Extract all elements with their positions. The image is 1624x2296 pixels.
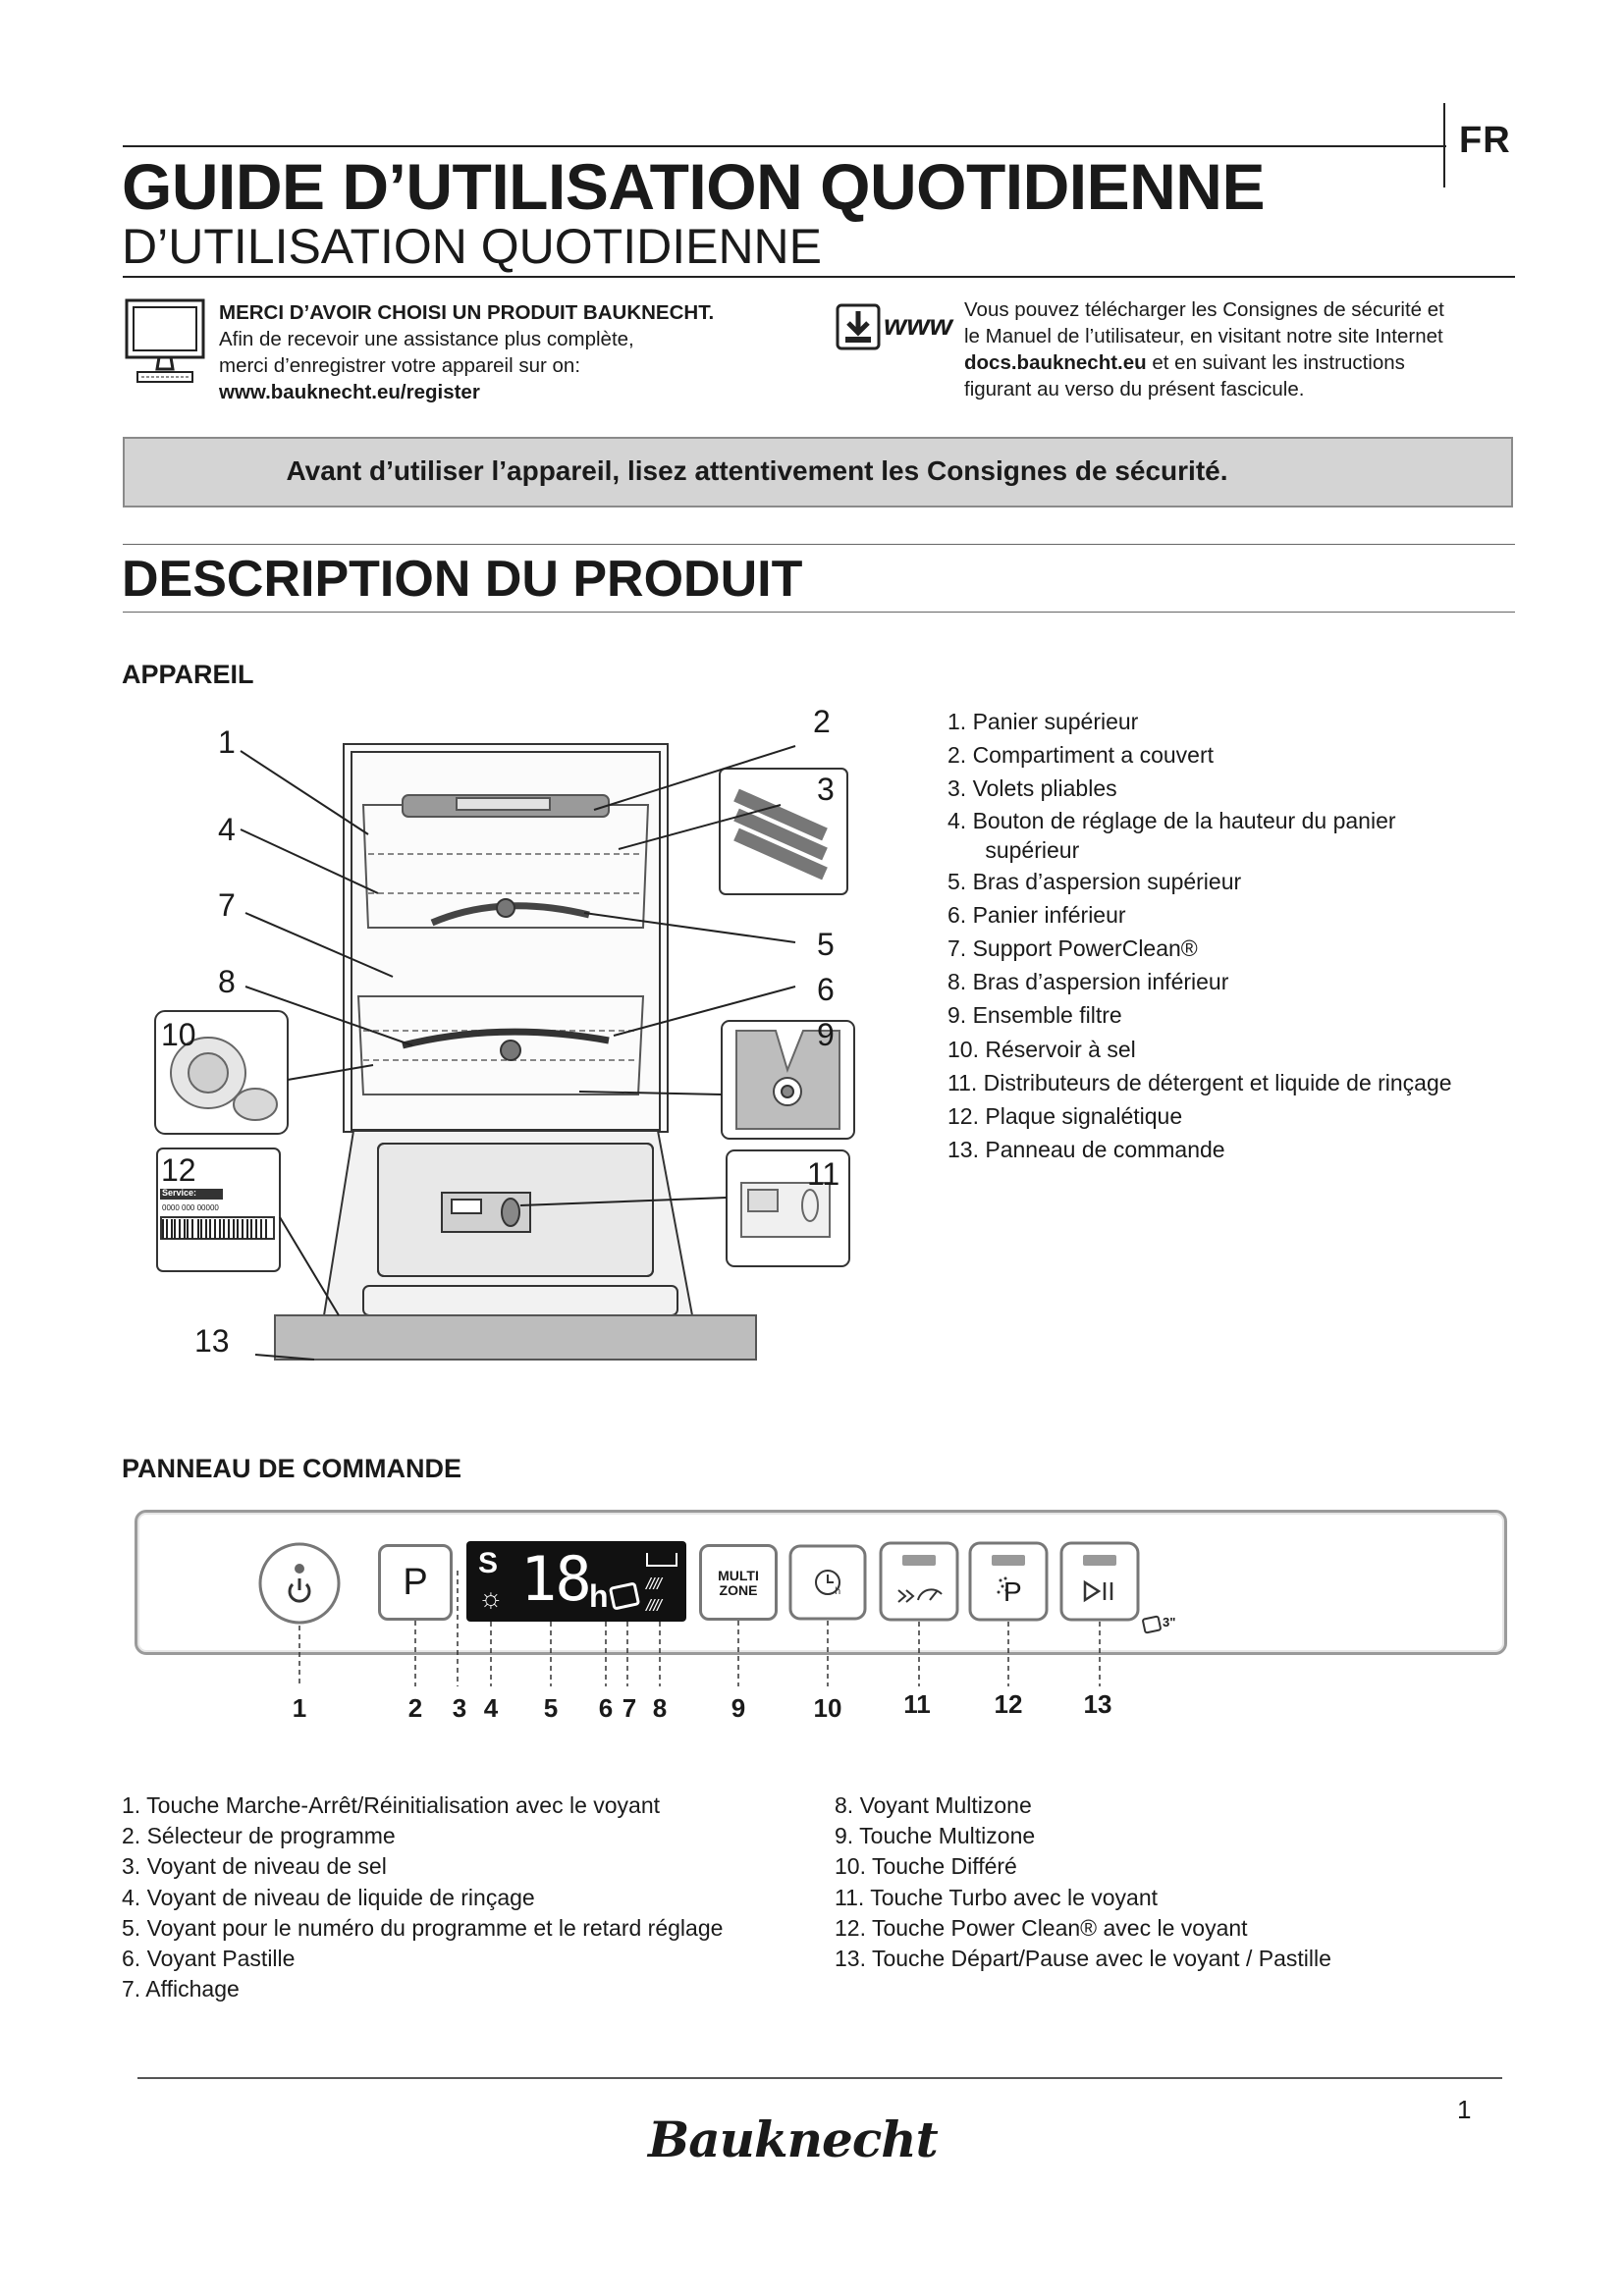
footer-rule [137,2077,1502,2079]
section-title: DESCRIPTION DU PRODUIT [122,551,803,608]
list-item: 13. Panneau de commande [947,1137,1225,1163]
list-item: 11. Distributeurs de détergent et liquide de rinçage [947,1069,1452,1095]
svg-text:h: h [835,1586,841,1597]
download-line-1: Vous pouvez télécharger les Consignes de sécurité et [964,298,1444,321]
cp-number-13: 13 [1083,1689,1112,1719]
list-item: 5. Bras d’aspersion supérieur [947,868,1242,894]
list-item: 1. Touche Marche-Arrêt/Réinitialisation avec le voyant [122,1792,661,1818]
download-url[interactable]: docs.bauknecht.eu [964,351,1147,374]
www-label: www [884,309,953,342]
list-item: 12. Touche Power Clean® avec le voyant [835,1914,1248,1941]
list-item: 2. Compartiment a couvert [947,742,1215,769]
rating-plate-service: Service: [162,1188,197,1198]
register-line-2: merci d’enregistrer votre appareil sur on: [219,354,581,377]
cp-number-2: 2 [407,1693,423,1723]
list-item: supérieur [947,836,1080,863]
callout-3: 3 [817,772,835,807]
cp-number-11: 11 [903,1689,931,1719]
page-number: 1 [1457,2095,1472,2124]
callout-9: 9 [817,1017,835,1052]
list-item: 6. Panier inférieur [947,901,1126,928]
list-item: 6. Voyant Pastille [122,1946,296,1972]
cp-number-8: 8 [652,1693,668,1723]
salt-level-indicator: S [478,1547,499,1579]
list-item: 3. Volets pliables [947,775,1117,802]
list-item: 4. Voyant de niveau de liquide de rinçage [122,1884,535,1910]
callout-11: 11 [807,1156,840,1192]
safety-banner-text: Avant d’utiliser l’appareil, lisez attentivement les Consignes de sécurité. [286,455,1228,486]
download-line-3: docs.bauknecht.eu et en suivant les instructions [964,351,1405,374]
list-item: 1. Panier supérieur [947,709,1139,734]
list-item: 13. Touche Départ/Pause avec le voyant / Pastille [835,1946,1331,1972]
program-button[interactable]: P [378,1544,453,1621]
list-item: 3. Voyant de niveau de sel [122,1853,387,1880]
control-panel-list-left [122,1790,723,2004]
list-item: 10. Touche Différé [835,1853,1017,1880]
cp-number-5: 5 [543,1693,559,1723]
cp-number-6: 6 [598,1693,614,1723]
callout-4: 4 [218,812,236,847]
language-code: FR [1459,120,1511,161]
cp-number-4: 4 [483,1693,499,1723]
callout-8: 8 [218,964,236,999]
callout-13: 13 [194,1323,230,1359]
page-subtitle: D’UTILISATION QUOTIDIENNE [122,219,823,274]
appareil-heading: APPAREIL [122,660,254,689]
list-item: 10. Réservoir à sel [947,1036,1136,1062]
program-number-display: 18 [520,1543,590,1615]
multizone-indicator-bottom: //// [646,1596,661,1615]
cp-number-12: 12 [994,1689,1023,1719]
rinse-aid-indicator: ☼ [478,1582,504,1613]
rating-plate-number: 0000 000 00000 [162,1203,219,1212]
hold-hint: 3" [1163,1615,1176,1629]
callout-1: 1 [218,724,236,760]
download-line-4: figurant au verso du présent fascicule. [964,378,1305,400]
list-item: 5. Voyant pour le numéro du programme et le retard réglage [122,1914,724,1941]
list-item: 8. Voyant Multizone [835,1792,1032,1818]
brand-logo: Bauknecht [648,2110,938,2168]
register-heading: MERCI D’AVOIR CHOISI UN PRODUIT BAUKNECHT. [219,301,715,324]
register-line-1: Afin de recevoir une assistance plus complète, [219,328,634,350]
callout-7: 7 [218,887,236,923]
callout-2: 2 [813,704,831,739]
cp-number-10: 10 [813,1693,842,1723]
callout-5: 5 [817,927,835,962]
list-item: 8. Bras d’aspersion inférieur [947,969,1229,995]
multizone-button[interactable]: MULTI ZONE [699,1544,778,1621]
callout-10: 10 [161,1017,196,1052]
power-clean-label: P [1003,1576,1022,1607]
list-item: 9. Ensemble filtre [947,1002,1122,1029]
control-panel-list-right [835,1790,1331,1974]
callout-12: 12 [161,1152,196,1188]
download-line-2: le Manuel de l’utilisateur, en visitant notre site Internet [964,325,1443,347]
list-item: 7. Affichage [122,1976,240,2002]
list-item: 2. Sélecteur de programme [122,1823,396,1849]
register-url[interactable]: www.bauknecht.eu/register [219,381,480,403]
list-item: 9. Touche Multizone [835,1823,1036,1849]
list-item: 12. Plaque signalétique [947,1103,1183,1130]
callout-6: 6 [817,972,835,1007]
panneau-heading: PANNEAU DE COMMANDE [122,1454,462,1483]
delay-hours-unit: h [589,1578,609,1614]
cp-number-9: 9 [731,1693,746,1723]
list-item: 4. Bouton de réglage de la hauteur du panier [947,807,1396,833]
list-item: 7. Support PowerClean® [947,935,1198,962]
cp-number-1: 1 [292,1693,307,1723]
list-item: 11. Touche Turbo avec le voyant [835,1884,1159,1910]
page-title: GUIDE D’UTILISATION QUOTIDIENNE [122,150,1265,223]
cp-number-3: 3 [452,1693,467,1723]
multizone-indicator-middle: //// [646,1575,661,1593]
cp-number-7: 7 [622,1693,637,1723]
